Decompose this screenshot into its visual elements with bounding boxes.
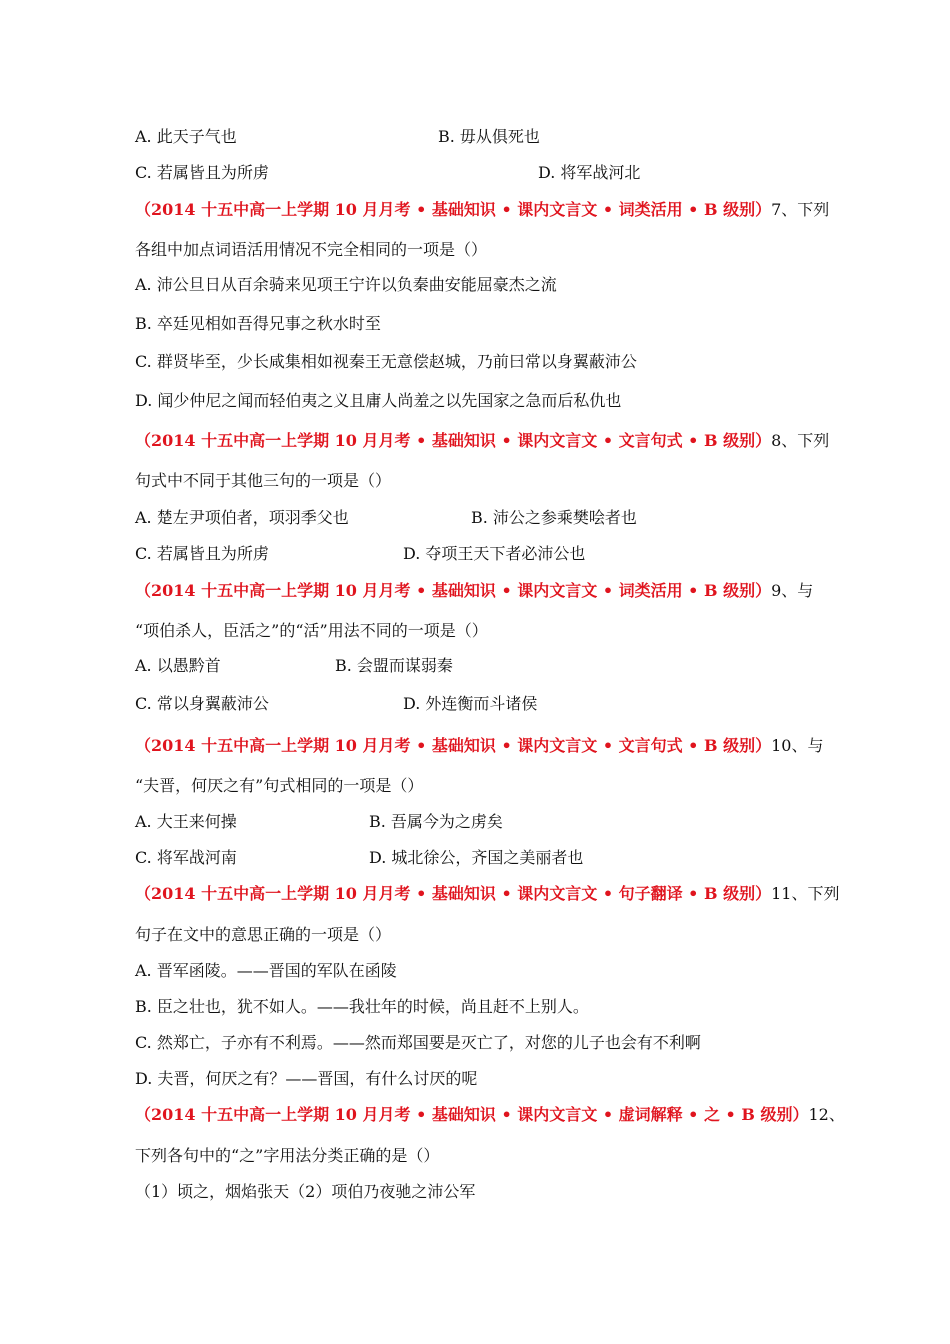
q6-option-row-2 xyxy=(135,162,641,184)
q6-option-row-1 xyxy=(135,126,540,148)
q9-number: 9、与 xyxy=(771,581,814,600)
q9-option-row-1 xyxy=(135,655,453,677)
q7-source-tag: （2014 十五中高一上学期 10 月月考 • 基础知识 • 课内文言文 • 词类活用 • B 级别） xyxy=(135,200,772,219)
q7-option-d: D. 闻少仲尼之闻而轻伯夷之义且庸人尚羞之以先国家之急而后私仇也 xyxy=(135,391,622,410)
q12-number: 12、 xyxy=(808,1105,845,1124)
q10-option-c: C. 将军战河南 xyxy=(135,848,237,867)
q9-stem xyxy=(135,580,813,602)
q9-source-tag: （2014 十五中高一上学期 10 月月考 • 基础知识 • 课内文言文 • 词类活用 • B 级别） xyxy=(135,581,772,600)
q8-option-b: B. 沛公之参乘樊哙者也 xyxy=(471,508,637,527)
q10-number: 10、与 xyxy=(771,736,824,755)
q8-option-row-2 xyxy=(135,543,586,565)
q6-option-c: C. 若属皆且为所虏 xyxy=(135,163,269,182)
q10-stem-line2: “夫晋，何厌之有”句式相同的一项是（） xyxy=(135,776,424,795)
q12-item-1: （1）顷之，烟焰张天（2）项伯乃夜驰之沛公军 xyxy=(135,1182,476,1201)
q12-stem-line2: 下列各句中的“之”字用法分类正确的是（） xyxy=(135,1146,440,1165)
q8-stem xyxy=(135,430,829,452)
q10-option-row-2 xyxy=(135,847,584,869)
q9-stem-line2: “项伯杀人，臣活之”的“活”用法不同的一项是（） xyxy=(135,621,488,640)
q8-option-c: C. 若属皆且为所虏 xyxy=(135,544,269,563)
q9-option-row-2 xyxy=(135,693,538,715)
q8-number: 8、下列 xyxy=(771,431,830,450)
q8-option-d: D. 夺项王天下者必沛公也 xyxy=(403,544,586,563)
q8-source-tag: （2014 十五中高一上学期 10 月月考 • 基础知识 • 课内文言文 • 文言句式 • B 级别） xyxy=(135,431,772,450)
q7-number: 7、下列 xyxy=(771,200,830,219)
q12-stem xyxy=(135,1104,845,1126)
q10-source-tag: （2014 十五中高一上学期 10 月月考 • 基础知识 • 课内文言文 • 文言句式 • B 级别） xyxy=(135,736,772,755)
q12-source-tag: （2014 十五中高一上学期 10 月月考 • 基础知识 • 课内文言文 • 虚词解释 • 之 • B 级别） xyxy=(135,1105,809,1124)
q10-option-b: B. 吾属今为之虏矣 xyxy=(369,812,503,831)
q7-stem xyxy=(135,199,829,221)
q11-option-c: C. 然郑亡，子亦有不利焉。——然而郑国要是灭亡了，对您的儿子也会有不利啊 xyxy=(135,1033,701,1052)
q8-option-row-1 xyxy=(135,507,637,529)
q7-stem-line2: 各组中加点词语活用情况不完全相同的一项是（） xyxy=(135,240,488,259)
q6-option-b: B. 毋从俱死也 xyxy=(438,127,540,146)
q9-option-d: D. 外连衡而斗诸侯 xyxy=(403,694,538,713)
q6-option-a: A. 此天子气也 xyxy=(135,127,237,146)
q9-option-b: B. 会盟而谋弱秦 xyxy=(335,656,453,675)
q11-stem xyxy=(135,883,839,905)
q6-option-d: D. 将军战河北 xyxy=(538,163,641,182)
q11-option-b: B. 臣之壮也，犹不如人。——我壮年的时候，尚且赶不上别人。 xyxy=(135,997,589,1016)
q11-number: 11、下列 xyxy=(771,884,840,903)
q10-option-row-1 xyxy=(135,811,503,833)
q9-option-a: A. 以愚黔首 xyxy=(135,656,221,675)
q11-option-a: A. 晋军函陵。——晋国的军队在函陵 xyxy=(135,961,397,980)
q9-option-c: C. 常以身翼蔽沛公 xyxy=(135,694,269,713)
q10-option-a: A. 大王来何操 xyxy=(135,812,237,831)
q11-option-d: D. 夫晋，何厌之有？——晋国，有什么讨厌的呢 xyxy=(135,1069,478,1088)
q11-stem-line2: 句子在文中的意思正确的一项是（） xyxy=(135,925,392,944)
q8-stem-line2: 句式中不同于其他三句的一项是（） xyxy=(135,471,392,490)
q7-option-c: C. 群贤毕至，少长咸集相如视秦王无意偿赵城，乃前曰常以身翼蔽沛公 xyxy=(135,352,637,371)
q11-source-tag: （2014 十五中高一上学期 10 月月考 • 基础知识 • 课内文言文 • 句子翻译 • B 级别） xyxy=(135,884,772,903)
q10-option-d: D. 城北徐公，齐国之美丽者也 xyxy=(369,848,584,867)
q8-option-a: A. 楚左尹项伯者，项羽季父也 xyxy=(135,508,349,527)
q7-option-a: A. 沛公旦日从百余骑来见项王宁许以负秦曲安能屈豪杰之流 xyxy=(135,275,557,294)
q7-option-b: B. 卒廷见相如吾得兄事之秋水时至 xyxy=(135,314,381,333)
q10-stem xyxy=(135,735,823,757)
